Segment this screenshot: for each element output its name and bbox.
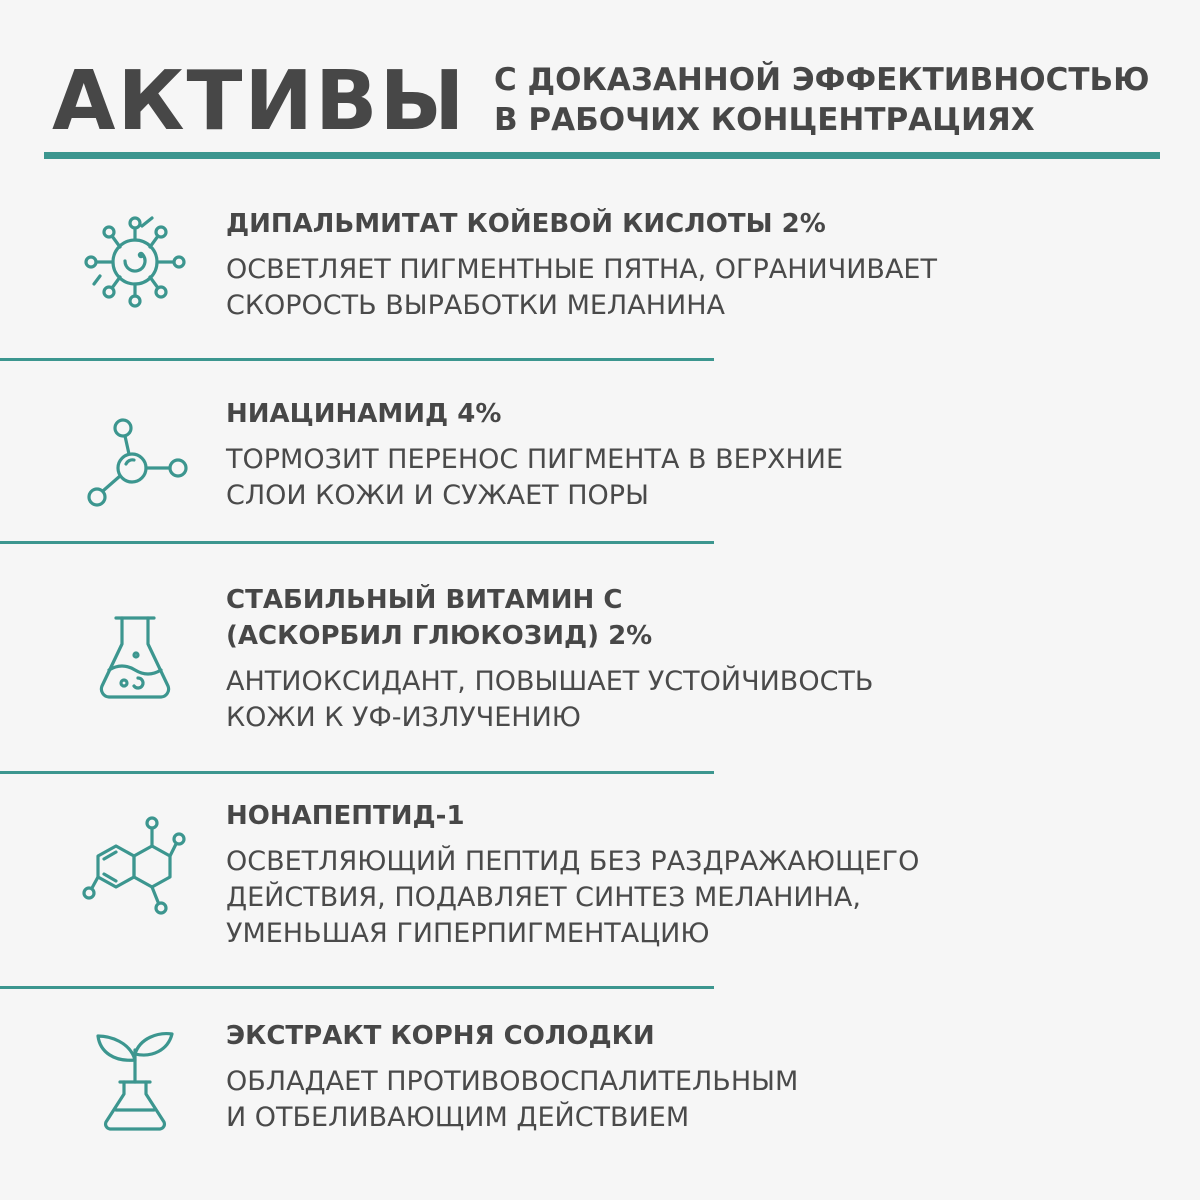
description-line: ОБЛАДАЕТ ПРОТИВОВОСПАЛИТЕЛЬНЫМ — [226, 1066, 799, 1097]
plant-flask-icon — [80, 1024, 190, 1134]
ingredient-name-line: НИАЦИНАМИД 4% — [226, 399, 502, 429]
chemical-structure-icon — [80, 814, 190, 924]
ingredient-name-line: ДИПАЛЬМИТАТ КОЙЕВОЙ КИСЛОТЫ 2% — [226, 209, 826, 239]
page-subtitle — [494, 60, 1150, 140]
ingredient-name-line: НОНАПЕПТИД-1 — [226, 801, 465, 831]
page-title: АКТИВЫ — [52, 54, 467, 149]
description-line: ДЕЙСТВИЯ, ПОДАВЛЯЕТ СИНТЕЗ МЕЛАНИНА, — [226, 882, 861, 913]
ingredient-description — [226, 442, 1166, 514]
ingredient-description — [226, 844, 1166, 952]
section-divider — [0, 771, 714, 774]
section-divider — [0, 541, 714, 544]
ingredient-name — [226, 206, 1166, 242]
ingredient-description — [226, 1064, 1166, 1136]
ingredient-name-line: СТАБИЛЬНЫЙ ВИТАМИН С — [226, 585, 623, 615]
subtitle-line: В РАБОЧИХ КОНЦЕНТРАЦИЯХ — [494, 102, 1035, 138]
description-line: И ОТБЕЛИВАЮЩИМ ДЕЙСТВИЕМ — [226, 1102, 690, 1133]
ingredient-name — [226, 582, 1166, 654]
molecule-sun-icon — [80, 204, 190, 314]
section-divider — [0, 986, 714, 989]
ingredient-name-line: ЭКСТРАКТ КОРНЯ СОЛОДКИ — [226, 1021, 655, 1051]
ingredient-name — [226, 396, 1166, 432]
description-line: КОЖИ К УФ-ИЗЛУЧЕНИЮ — [226, 702, 581, 733]
header-divider — [44, 152, 1160, 159]
ingredient-description — [226, 252, 1166, 324]
description-line: АНТИОКСИДАНТ, ПОВЫШАЕТ УСТОЙЧИВОСТЬ — [226, 666, 874, 697]
subtitle-line: С ДОКАЗАННОЙ ЭФФЕКТИВНОСТЬЮ — [494, 62, 1150, 98]
section-divider — [0, 358, 714, 361]
molecule-icon — [80, 410, 190, 520]
description-line: ТОРМОЗИТ ПЕРЕНОС ПИГМЕНТА В ВЕРХНИЕ — [226, 444, 844, 475]
description-line: ОСВЕТЛЯЮЩИЙ ПЕПТИД БЕЗ РАЗДРАЖАЮЩЕГО — [226, 846, 920, 877]
ingredient-name-line: (АСКОРБИЛ ГЛЮКОЗИД) 2% — [226, 621, 653, 651]
description-line: ОСВЕТЛЯЕТ ПИГМЕНТНЫЕ ПЯТНА, ОГРАНИЧИВАЕТ — [226, 254, 937, 285]
ingredient-name — [226, 798, 1166, 834]
flask-icon — [80, 606, 190, 716]
description-line: СКОРОСТЬ ВЫРАБОТКИ МЕЛАНИНА — [226, 290, 725, 321]
header — [0, 0, 1200, 170]
ingredient-description — [226, 664, 1166, 736]
ingredient-name — [226, 1018, 1166, 1054]
description-line: СЛОИ КОЖИ И СУЖАЕТ ПОРЫ — [226, 480, 649, 511]
description-line: УМЕНЬШАЯ ГИПЕРПИГМЕНТАЦИЮ — [226, 918, 710, 949]
